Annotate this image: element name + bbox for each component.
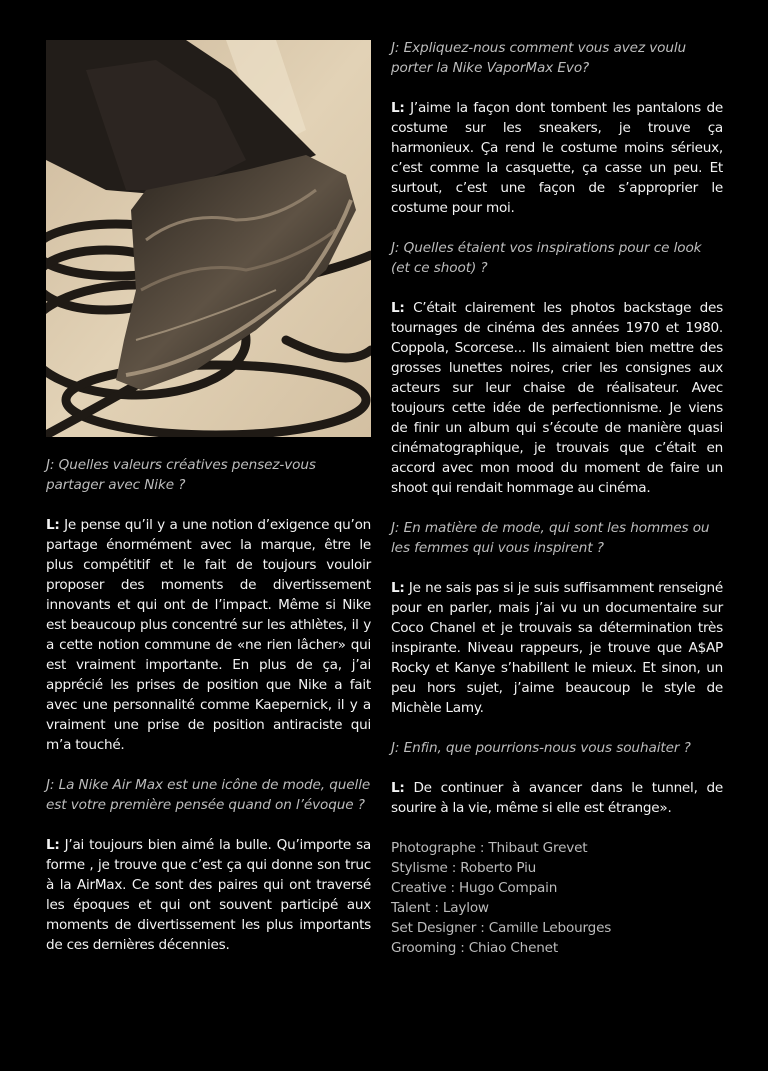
speaker-label: L:: [46, 517, 60, 533]
sneaker-photo: [46, 40, 371, 437]
left-column: [46, 40, 371, 955]
question-inspirations: J: Quelles étaient vos inspirations pour ce look (et ce shoot) ?: [391, 240, 702, 276]
right-column: [391, 38, 723, 958]
question-vapormax-evo: J: Expliquez-nous comment vous avez voulu porter la Nike VaporMax Evo?: [391, 40, 687, 76]
speaker-label: L:: [46, 837, 60, 853]
question-creative-values: J: Quelles valeurs créatives pensez-vous partager avec Nike ?: [46, 457, 316, 493]
credit-styling: Stylisme : Roberto Piu: [391, 860, 537, 876]
speaker-label: L:: [391, 780, 405, 796]
answer-vapormax-evo: L: J’aime la façon dont tombent les pantalons de costume sur les sneakers, je trouve ça harmonieux. Ça rend le costume moins sérieux, c’est comme la casquette, ça casse un peu. Et surtout, c’est une façon de s’approprier le costume pour moi.: [391, 100, 723, 216]
speaker-label: L:: [391, 580, 405, 596]
credit-talent: Talent : Laylow: [391, 900, 489, 916]
credit-grooming: Grooming : Chiao Chenet: [391, 940, 558, 956]
speaker-label: L:: [391, 300, 405, 316]
question-final-wish: J: Enfin, que pourrions-nous vous souhaiter ?: [391, 740, 691, 756]
credits-list: [391, 838, 723, 958]
credit-photographer: Photographe : Thibaut Grevet: [391, 840, 588, 856]
answer-creative-values: L: Je pense qu’il y a une notion d’exigence qu’on partage énormément avec la marque, être le plus compétitif et le fait de toujours vouloir proposer des moments de divertissement innovants et qui ont de l’impact. Même si Nike est beaucoup plus concentré sur les athlètes, il y a cette notion commune de «ne rien lâcher» qui est vraiment importante. En plus de ça, j’ai apprécié les prises de position que Nike a fait avec une personnalité comme Kaepernick, il y a vraiment une prise de position antiraciste qui m’a touché.: [46, 517, 371, 753]
answer-air-max-icon: L: J’ai toujours bien aimé la bulle. Qu’importe sa forme , je trouve que c’est ça qui donne son truc à la AirMax. Ce sont des paires qui ont traversé les époques et qui ont souvent participé aux moments de divertissement les plus importants de ces dernières décennies.: [46, 837, 371, 953]
speaker-label: L:: [391, 100, 405, 116]
question-air-max-icon: J: La Nike Air Max est une icône de mode, quelle est votre première pensée quand on l’évoque ?: [46, 777, 371, 813]
answer-fashion-inspirations: L: Je ne sais pas si je suis suffisamment renseigné pour en parler, mais j’ai vu un documentaire sur Coco Chanel et je trouvais sa détermination très inspirante. Niveau rappeurs, je trouve que A$AP Rocky et Kanye s’habillent le mieux. Et sinon, un peu hors sujet, j’aime beaucoup le style de Michèle Lamy.: [391, 580, 723, 716]
sneaker-photo-illustration: [46, 40, 371, 437]
answer-inspirations: L: C’était clairement les photos backstage des tournages de cinéma des années 1970 et 1980. Coppola, Scorcese... Ils aimaient bien mettre des grosses lunettes noires, crier les consignes aux acteurs sur leur chaise de réalisateur. Avec toujours cette idée de perfectionnisme. Je viens de finir un album qui s’écoute de manière quasi cinématographique, je trouvais que c’était en accord avec mon mood du moment de faire un shoot qui rendait hommage au cinéma.: [391, 300, 723, 496]
answer-final-wish: L: De continuer à avancer dans le tunnel, de sourire à la vie, même si elle est étrange».: [391, 780, 723, 816]
credit-creative: Creative : Hugo Compain: [391, 880, 558, 896]
question-fashion-inspirations: J: En matière de mode, qui sont les hommes ou les femmes qui vous inspirent ?: [391, 520, 710, 556]
credit-set-designer: Set Designer : Camille Lebourges: [391, 920, 612, 936]
